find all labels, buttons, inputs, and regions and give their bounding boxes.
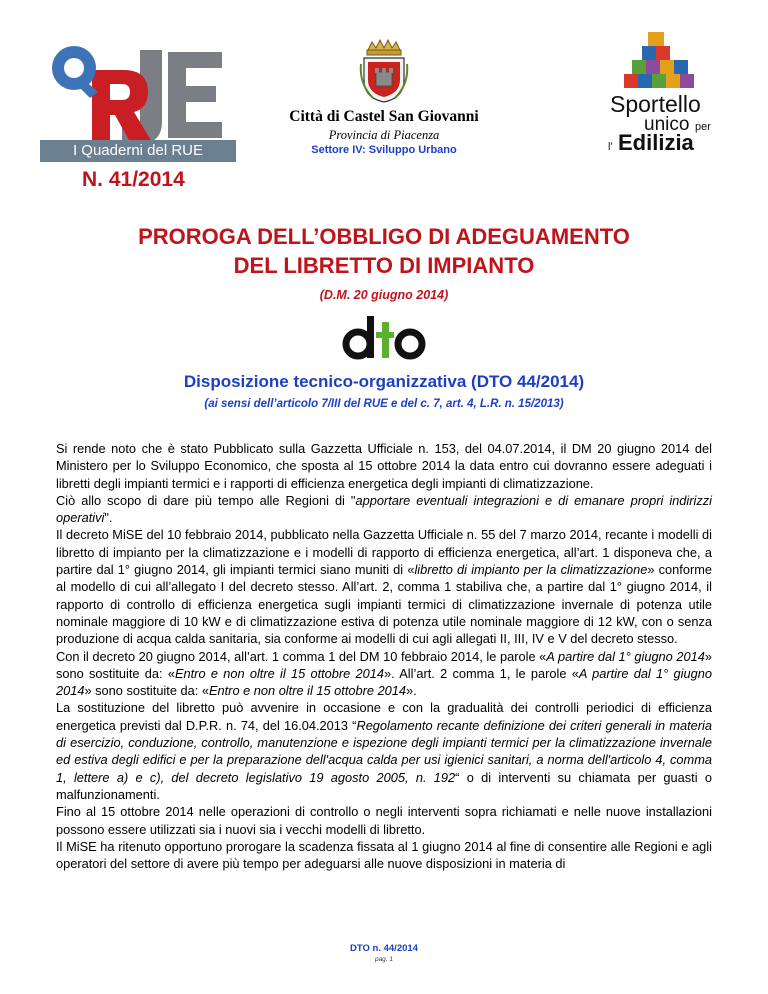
city-name: Città di Castel San Giovanni — [289, 108, 479, 125]
dto-subtitle: (ai sensi dell’articolo 7/III del RUE e del c. 7, art. 4, L.R. n. 15/2013) — [204, 398, 564, 410]
paragraph: La sostituzione del libretto può avvenire in occasione e con la gradualità dei controlli periodici di efficienza energetica previsti dal D.P.R. n. 74, del 16.04.2013 “Regolamento recante definizione dei criteri generali in materia di esercizio, conduzione, controllo, manutenzione e ispezione degli impianti termici per la climatizzazione invernale ed estiva degli edifici e per la preparazione dell'acqua calda per usi igienici sanitari, a norma dell'articolo 4, comma 1, lettere a) e c), del decreto legislativo 19 agosto 2005, n. 192“ o di interventi su chiamata per guasti o malfunzionamenti. — [56, 700, 712, 802]
sportello-line2-small: per — [695, 121, 711, 133]
sportello-line1: Sportello — [610, 91, 701, 117]
title-line-2: DEL LIBRETTO DI IMPIANTO — [233, 253, 535, 278]
province-name: Provincia di Piacenza — [328, 128, 440, 142]
footer-reference: DTO n. 44/2014 — [350, 943, 418, 954]
sportello-unico-logo — [604, 28, 724, 158]
sector-name: Settore IV: Sviluppo Urbano — [311, 144, 457, 156]
decree-reference: (D.M. 20 giugno 2014) — [319, 288, 449, 302]
document-title — [84, 222, 684, 280]
page-number: pag. 1 — [374, 956, 394, 963]
body-text — [56, 440, 712, 872]
paragraph: Ciò allo scopo di dare più tempo alle Regioni di "apportare eventuali integrazioni e di emanare propri indirizzi operativi". — [56, 492, 712, 526]
paragraph: Fino al 15 ottobre 2014 nelle operazioni di controllo o negli interventi sopra richiamati e nelle nuove installazioni possono essere utilizzati sia i nuovi sia i vecchi modelli di libretto. — [56, 804, 712, 837]
city-crest-icon — [358, 38, 410, 104]
dto-logo — [340, 310, 430, 368]
sportello-line2: unico — [644, 114, 690, 135]
title-line-1: PROROGA DELL’OBBLIGO DI ADEGUAMENTO — [138, 224, 630, 249]
paragraph: Il MiSE ha ritenuto opportuno prorogare la scadenza fissata al 1 giugno 2014 al fine di consentire alle Regioni e agli operatori del settore di avere più tempo per adeguarsi alle nuove disposizioni in materia di — [56, 838, 712, 872]
paragraph: Il decreto MiSE del 10 febbraio 2014, pubblicato nella Gazzetta Ufficiale n. 55 del 7 marzo 2014, recante i modelli di libretto di impianto per la climatizzazione e i modelli di rapporto di efficienza energetica, all’art. 1 disponeva che, a partire dal 1° giugno 2014, gli impianti termici siano muniti di «libretto di impianto per la climatizzazione» conforme al modello di cui all’allegato I del decreto stesso. All’art. 2, comma 1 stabiliva che, a partire dal 1° giugno 2014, il rapporto di controllo di efficienza energetica sugli impianti termici di climatizzazione invernale di potenza utile nominale maggiore di 10 kW e di climatizzazione estiva di potenza utile nominale maggiore di 12 kW, con o senza produzione di acqua calda sanitaria, sia conforme ai modelli di cui agli allegati II, III, IV e V del decreto stesso. — [56, 527, 712, 647]
sportello-line3-prefix: l' — [608, 141, 613, 153]
qrue-logo-caption: I Quaderni del RUE — [40, 140, 236, 162]
document-number: N. 41/2014 — [82, 168, 185, 191]
paragraph: Con il decreto 20 giugno 2014, all’art. 1 comma 1 del DM 10 febbraio 2014, le parole «A partire dal 1° giugno 2014» sono sostituite da: «Entro e non oltre il 15 ottobre 2014». All’art. 2 comma 1, le parole «A partire dal 1° giugno 2014» sono sostituite da: «Entro e non oltre il 15 ottobre 2014». — [56, 648, 712, 699]
dto-title: Disposizione tecnico-organizzativa (DTO 44/2014) — [183, 372, 585, 391]
sportello-line3: Edilizia — [618, 130, 694, 155]
paragraph: Si rende noto che è stato Pubblicato sulla Gazzetta Ufficiale n. 153, del 04.07.2014, il DM 20 giugno 2014 del Ministero per lo Sviluppo Economico, che sposta al 15 ottobre 2014 la data entro cui dovranno essere adeguati i libretti degli impianti termici e i rapporti di efficienza energetica degli impianti di climatizzazione. — [56, 441, 712, 491]
